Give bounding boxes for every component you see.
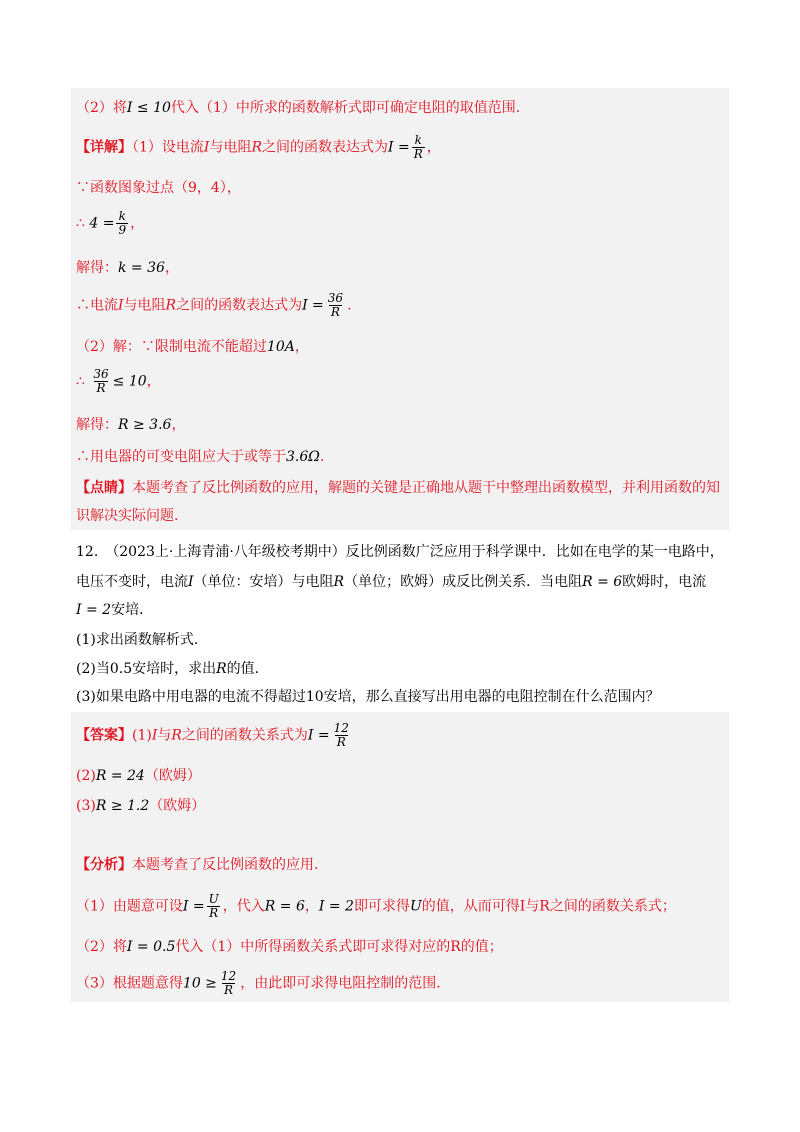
comment-label: 【点睛】 bbox=[76, 480, 132, 496]
question12-part1: (1)求出函数解析式． bbox=[76, 632, 208, 648]
answer-line-3: (3)R ≥ 1.2（欧姆） bbox=[76, 798, 206, 814]
comment-line-2: 识解决实际问题. bbox=[76, 508, 179, 524]
analysis-step-3: （3）根据题意得10 ≥ $\frac{12}{R}$ ，由此即可求得电阻控制的范围. bbox=[76, 969, 441, 997]
therefore-line-1: ∴ 4 = $\frac{k}{9}$ ， bbox=[76, 209, 145, 237]
detail-label: 【详解】 bbox=[76, 139, 132, 156]
answer-label: 【答案】 bbox=[76, 727, 132, 744]
analysis-step-2: （2）将I = 0.5代入（1）中所得函数关系式即可求得对应的R的值； bbox=[76, 939, 503, 955]
fraction-k-over-9: $\frac{k}{9}$ bbox=[118, 209, 127, 237]
fraction-36-over-R-2: $\frac{36}{R}$ bbox=[93, 367, 109, 395]
fraction-k-over-R: $\frac{k}{R}$ bbox=[413, 133, 423, 161]
fraction-U-over-R: $\frac{U}{R}$ bbox=[208, 892, 219, 920]
question12-part3: (3)如果电路中用电器的电流不得超过10安培，那么直接写出用电器的电阻控制在什么范围内？ bbox=[76, 689, 660, 705]
comment-line-1: 【点睛】本题考查了反比例函数的应用，解题的关键是正确地从题干中整理出函数模型，并利用函数的知 bbox=[76, 480, 720, 496]
step2-hint: （2）将I ≤ 10代入（1）中所求的函数解析式即可确定电阻的取值范围. bbox=[76, 100, 521, 116]
analysis-line: 【分析】本题考查了反比例函数的应用. bbox=[76, 857, 319, 873]
step2-solution-line: （2）解：∵限制电流不能超过10A， bbox=[76, 339, 309, 355]
analysis-step-1: （1）由题意可设I = $\frac{U}{R}$ ，代入R = 6，I = 2即可求得U的值，从而可得I与R之间的函数关系式； bbox=[76, 892, 676, 920]
question12-line1: 12. （2023上·上海青浦·八年级校考期中）反比例函数广泛应用于科学课中．比如在电学的某一电路中， bbox=[76, 544, 724, 560]
question12-line3: I = 2安培． bbox=[76, 602, 154, 618]
therefore-line-2: ∴电流I与电阻R之间的函数表达式为I = $\frac{36}{R}$ . bbox=[76, 291, 352, 319]
fraction-12-over-R: $\frac{12}{R}$ bbox=[333, 721, 349, 749]
question12-line2: 电压不变时，电流I（单位：安培）与电阻R（单位；欧姆）成反比例关系．当电阻R = 6欧姆时，电流 bbox=[76, 574, 707, 590]
therefore-line-3: ∴ $\frac{36}{R}$ ≤ 10， bbox=[76, 367, 161, 395]
because-line: ∵函数图象过点（9，4）， bbox=[76, 180, 241, 196]
answer-line-1: 【答案】(1)I与R之间的函数关系式为I = $\frac{12}{R}$ bbox=[76, 721, 349, 749]
analysis-label: 【分析】 bbox=[76, 857, 132, 873]
conclusion-line: ∴用电器的可变电阻应大于或等于3.6Ω. bbox=[76, 449, 325, 465]
fraction-36-over-R: $\frac{36}{R}$ bbox=[327, 291, 344, 319]
detail-line: 【详解】（1）设电流I与电阻R之间的函数表达式为I = $\frac{k}{R}$ ， bbox=[76, 133, 441, 161]
question12-part2: (2)当0.5安培时，求出R的值． bbox=[76, 661, 269, 677]
solve-line-2: 解得：R ≥ 3.6， bbox=[76, 417, 186, 433]
solve-line-1: 解得：k = 36， bbox=[76, 260, 179, 276]
answer-line-2: (2)R = 24（欧姆） bbox=[76, 768, 201, 784]
fraction-12-over-R-2: $\frac{12}{R}$ bbox=[220, 969, 237, 997]
